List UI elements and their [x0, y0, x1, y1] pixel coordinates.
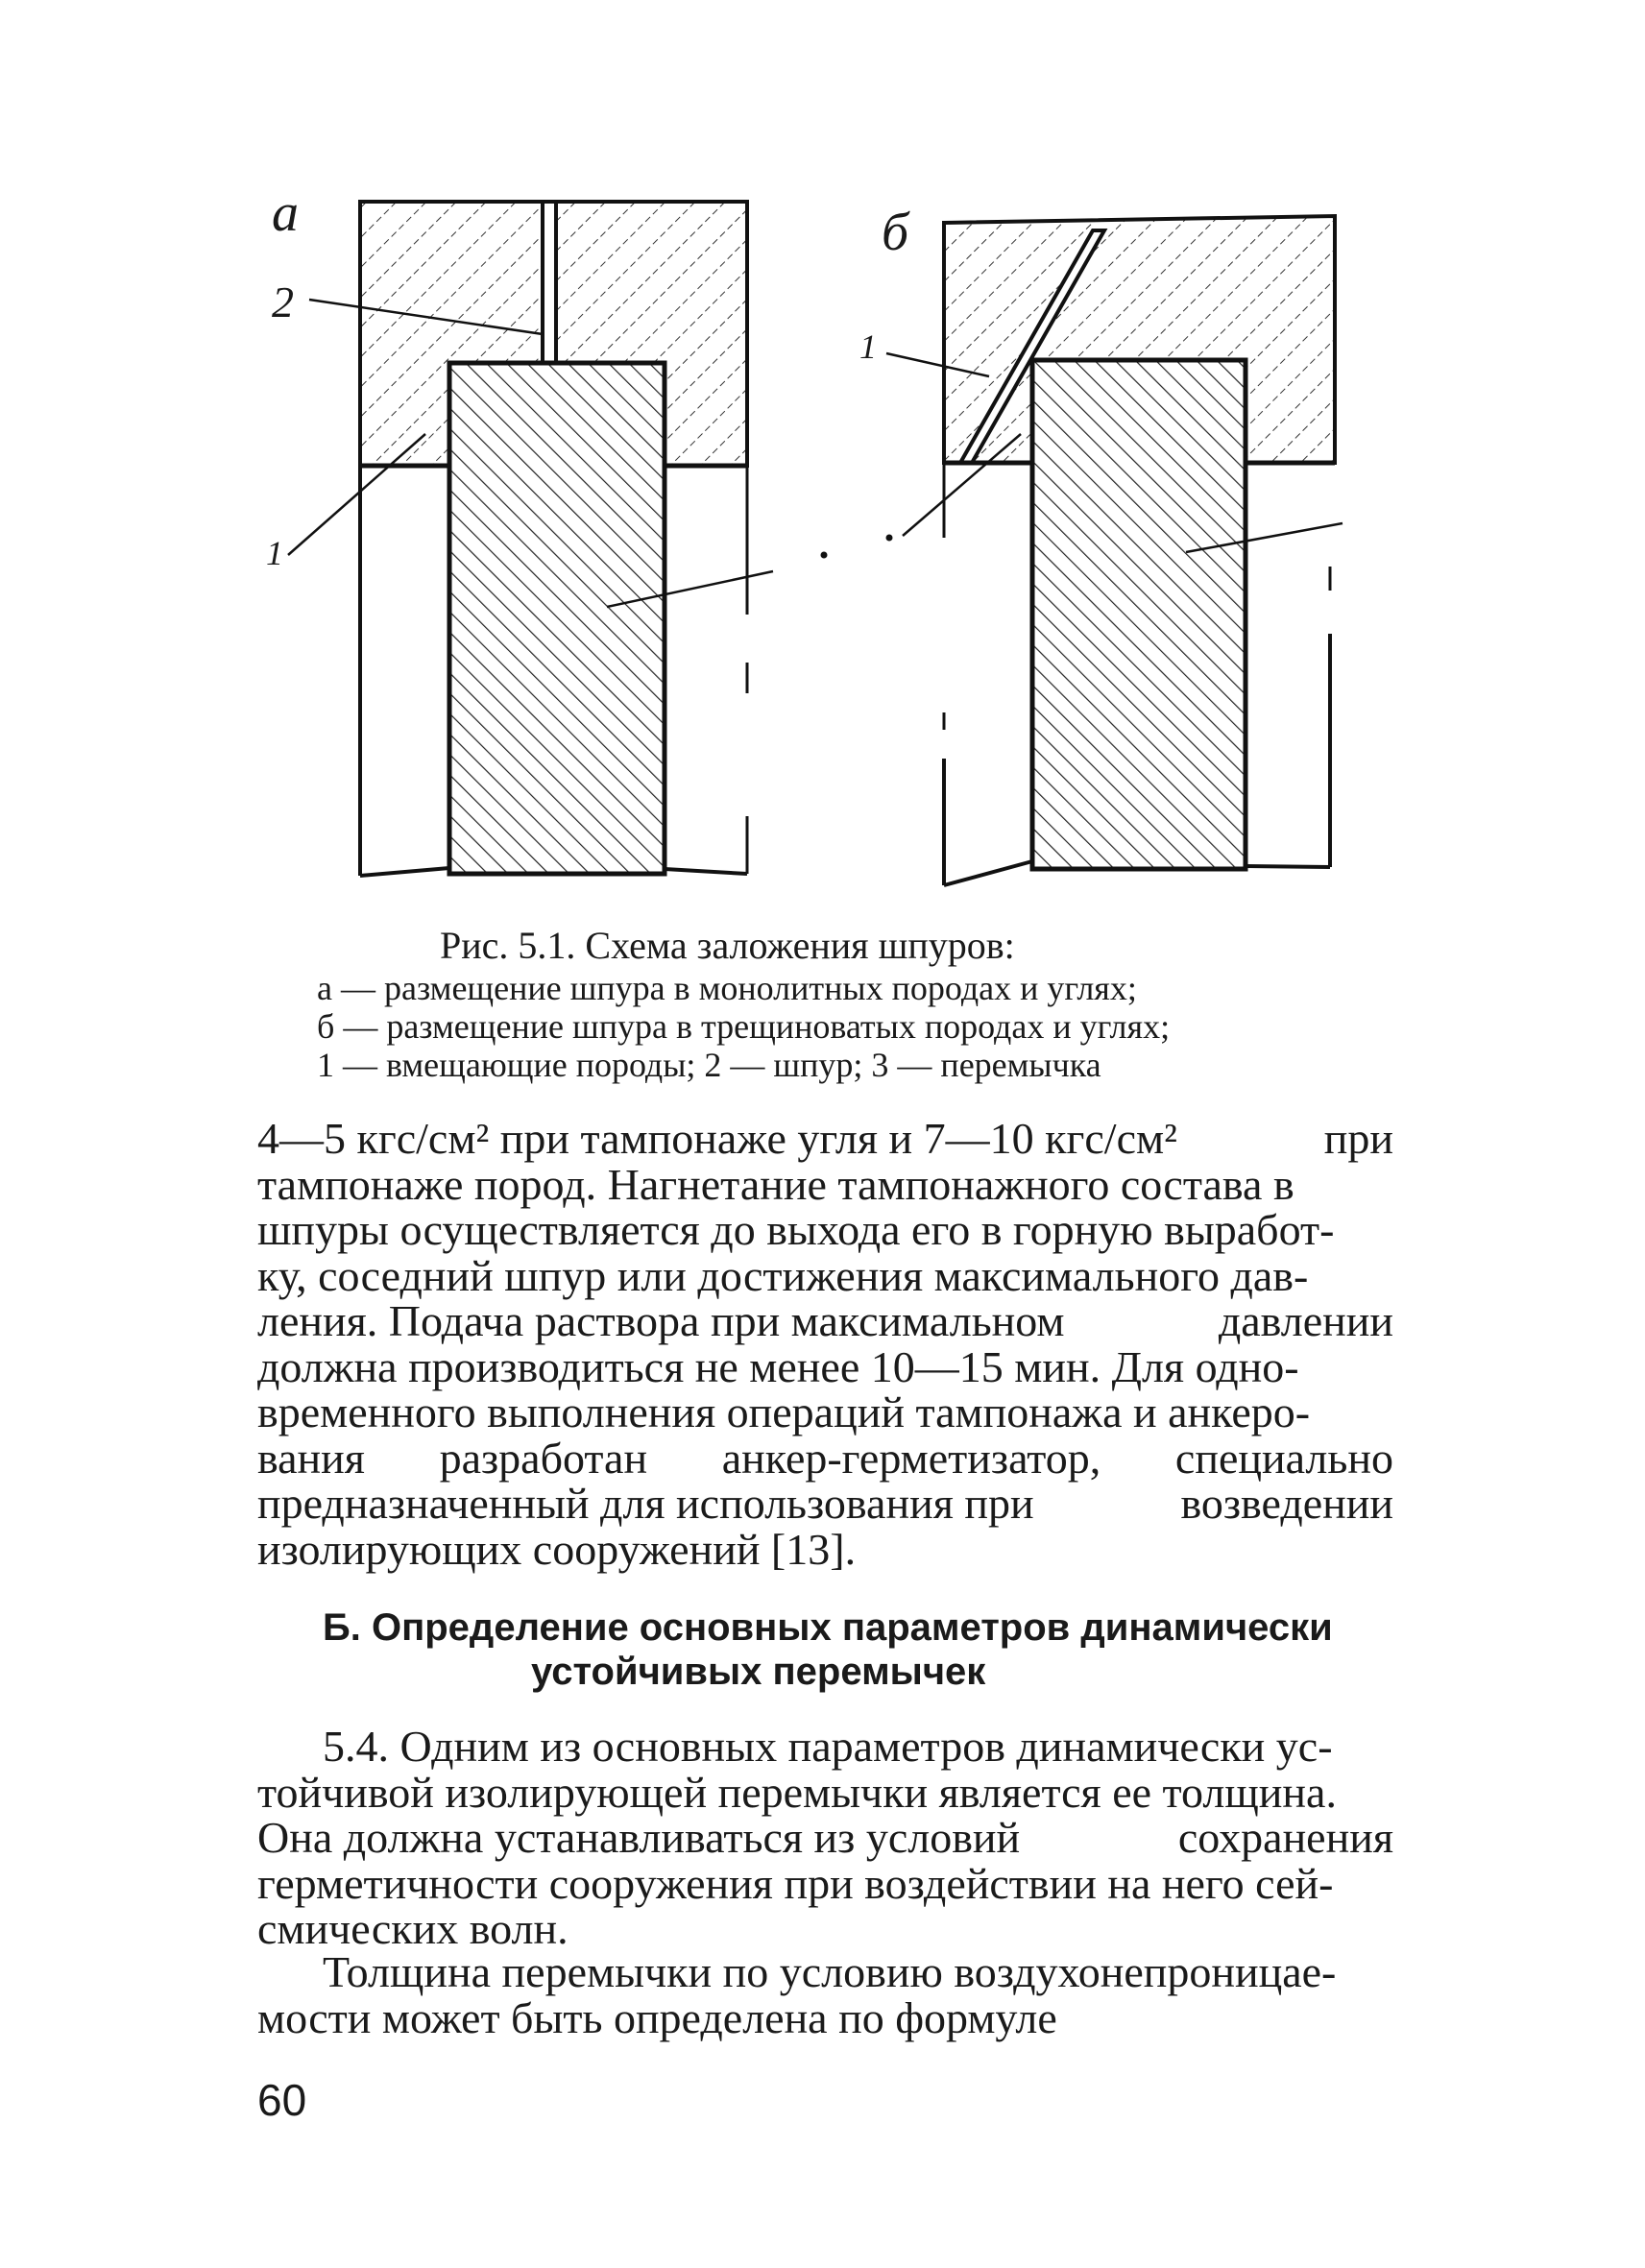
- text-fragment: шпуры осуществляется до выхода его в горную выработ-: [257, 1205, 1335, 1254]
- paragraph2-line: [257, 1906, 1393, 1952]
- section-heading: [257, 1605, 1393, 1694]
- text-fragment: Толщина перемычки по условию воздухонепроницае-: [323, 1947, 1337, 1996]
- text-fragment: герметичности сооружения при воздействии на него сей-: [257, 1858, 1334, 1908]
- text-fragment: тойчивой изолирующей перемычки является ее толщина.: [257, 1767, 1337, 1817]
- text-fragment: должна производиться не менее 10—15 мин. Для одно-: [257, 1341, 1299, 1391]
- paragraph-1: [257, 1116, 1393, 1572]
- text-fragment: 4—5 кгс/см² при тампонаже угля и 7—10 кгс/см²: [257, 1114, 1177, 1163]
- panel-a: [288, 202, 828, 876]
- plug-b: [1032, 360, 1246, 869]
- text-fragment: Она должна устанавливаться из условий: [257, 1813, 1021, 1862]
- page-number: 60: [257, 2075, 307, 2125]
- text-fragment: специально: [1174, 1433, 1393, 1483]
- text-fragment: мости может быть определена по формуле: [257, 1992, 1057, 2042]
- paragraph1-line: [257, 1524, 1393, 1574]
- panel-b-label-1: 1: [859, 327, 877, 366]
- paragraph2-line: [257, 1767, 1393, 1817]
- caption-line-b: б — размещение шпура в трещиноватых породах и углях;: [317, 1007, 1171, 1046]
- caption-legend: 1 — вмещающие породы; 2 — шпур; 3 — перемычка: [317, 1046, 1101, 1084]
- paragraph1-line: [257, 1116, 1393, 1162]
- paragraph2-line: [257, 1724, 1393, 1770]
- text-fragment: изолирующих сооружений [13].: [257, 1524, 857, 1574]
- paragraph2-line: [257, 1858, 1393, 1908]
- borehole-a: [543, 202, 556, 363]
- text-fragment: ку, соседний шпур или достижения максимального дав-: [257, 1250, 1309, 1300]
- text-fragment: временного выполнения операций тампонажа и анкеро-: [257, 1387, 1311, 1436]
- text-fragment: сохранения: [1177, 1813, 1393, 1862]
- paragraph-2: [257, 1724, 1393, 1952]
- text-fragment: анкер-герметизатор,: [721, 1433, 1101, 1483]
- caption-line-a: а — размещение шпура в монолитных породах и углях;: [317, 969, 1137, 1007]
- paragraph-3: [257, 1949, 1393, 2040]
- text-fragment: давлении: [1218, 1296, 1393, 1345]
- text-fragment: предназначенный для использования при: [257, 1479, 1034, 1528]
- text-fragment: тампонаже пород. Нагнетание тампонажного состава в: [257, 1159, 1294, 1209]
- figure-caption: [317, 924, 1392, 1084]
- text-fragment: 5.4. Одним из основных параметров динамически ус-: [323, 1722, 1333, 1771]
- leader-1-a: [288, 434, 425, 555]
- plug-a: [449, 363, 665, 874]
- text-fragment: возведении: [1180, 1479, 1393, 1528]
- panel-b-letter: б: [882, 203, 909, 262]
- paragraph1-line: [257, 1159, 1393, 1209]
- text-fragment: разработан: [439, 1433, 648, 1483]
- paragraph1-line: [257, 1250, 1393, 1300]
- paragraph1-line: [257, 1389, 1393, 1436]
- paragraph1-line: [257, 1298, 1393, 1344]
- heading-line-2: устойчивых перемычек: [531, 1651, 986, 1693]
- panel-b: [886, 216, 1343, 885]
- paragraph3-line: [257, 1992, 1393, 2042]
- paragraph1-line: [257, 1481, 1393, 1527]
- text-fragment: смических волн.: [257, 1904, 568, 1953]
- text-fragment: вания: [257, 1433, 365, 1483]
- caption-title: Рис. 5.1. Схема заложения шпуров:: [440, 924, 1015, 967]
- paragraph2-line: [257, 1815, 1393, 1861]
- text-fragment: ления. Подача раствора при максимальном: [257, 1296, 1065, 1345]
- text-fragment: при: [1323, 1114, 1393, 1163]
- paragraph1-line: [257, 1433, 1393, 1483]
- paragraph1-line: [257, 1207, 1393, 1253]
- heading-line-1: Б. Определение основных параметров динамически: [323, 1606, 1333, 1649]
- panel-a-label-1: 1: [266, 534, 283, 572]
- panel-a-letter: а: [272, 183, 299, 243]
- panel-a-label-2: 2: [272, 277, 294, 326]
- paragraph1-line: [257, 1341, 1393, 1391]
- figure-5-1: [0, 0, 1645, 922]
- paragraph3-line: [257, 1949, 1393, 1995]
